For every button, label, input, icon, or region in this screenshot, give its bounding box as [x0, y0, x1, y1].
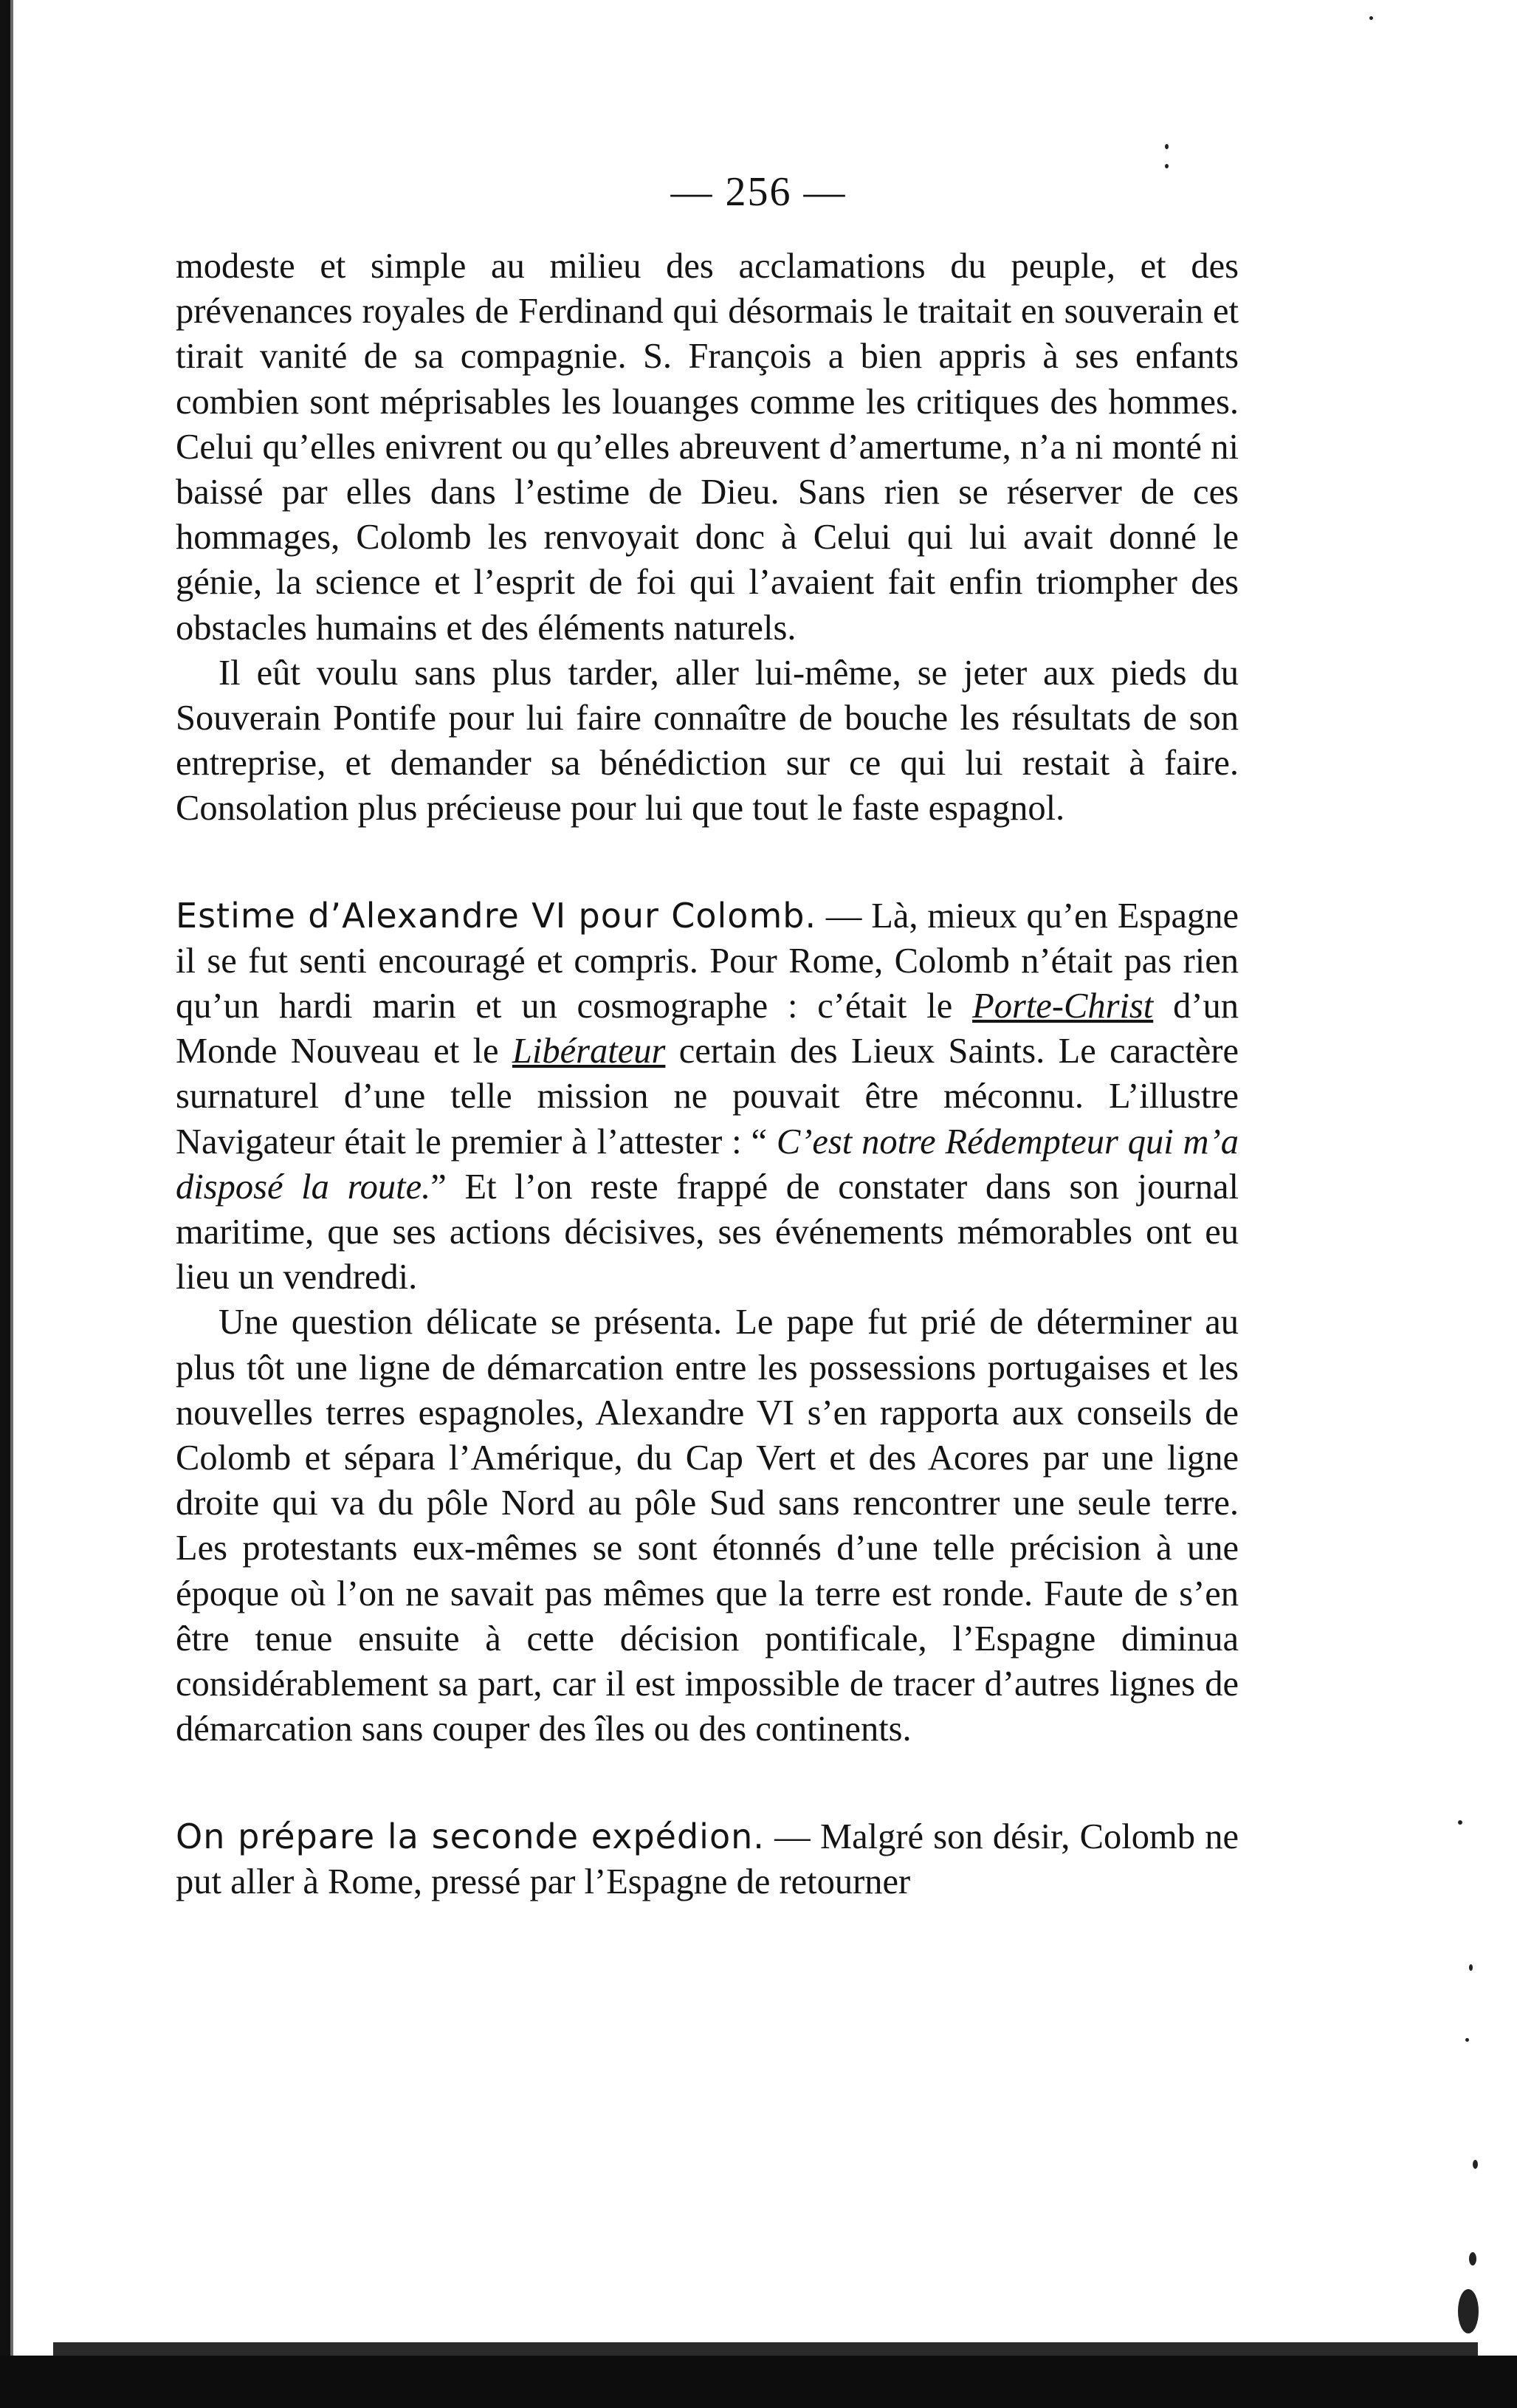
paragraph-5-text: — Malgré son désir, Colomb ne put aller à Rome, pressé par l’Espagne de retourner [176, 1817, 1239, 1901]
scan-speck [1469, 2252, 1476, 2265]
liberateur-term: Libérateur [512, 1032, 666, 1071]
scan-speck [1458, 2289, 1479, 2333]
scan-speck [1165, 144, 1169, 149]
scan-speck [1458, 1820, 1462, 1825]
paragraph-3-part-b: d’un Monde Nouveau et le [176, 987, 1239, 1071]
paragraph-2: Il eût voulu sans plus tarder, aller lui-même, se jeter aux pieds du Souverain Pontife pour lui faire connaître de bouche les résultats de son entreprise, et demander sa bénédiction sur ce qui lui restait à faire. Consolation plus précieuse pour lui que tout le faste espagnol. [176, 653, 1239, 829]
redempteur-quote: C’est notre Rédempteur qui m’a disposé la route. [176, 1122, 1239, 1207]
paragraph-3-part-d: ” Et l’on reste frappé de constater dans son journal maritime, que ses actions décisives, ses événements mémorables ont eu lieu un vendredi. [176, 1167, 1239, 1297]
section-heading-seconde-expedition: On prépare la seconde expédion. [176, 1816, 765, 1856]
scan-speck [1469, 1964, 1473, 1971]
porte-christ-term: Porte-Christ [972, 987, 1154, 1026]
scan-bottom-edge [0, 2356, 1517, 2408]
paragraph-5 [176, 1814, 1239, 1904]
paragraph-3-part-c: certain des Lieux Saints. Le caractère surnaturel d’une telle mission ne pouvait être méconnu. L’illustre Navigateur était le premier à l’attester : “ [176, 1032, 1239, 1162]
section-spacer [176, 831, 1239, 893]
scan-speck [1465, 2038, 1469, 2042]
paragraph-1: modeste et simple au milieu des acclamations du peuple, et des prévenances royales de Ferdinand qui désormais le traitait en souverain et tirait vanité de sa compagnie. S. François a bien appris à ses enfants combien sont méprisables les louanges comme les critiques des hommes. Celui qu’elles enivrent ou qu’elles abreuvent d’amertume, n’a ni monté ni baissé par elles dans l’estime de Dieu. Sans rien se réserver de ces hommages, Colomb les renvoyait donc à Celui qui lui avait donné le génie, la science et l’esprit de foi qui l’avaient fait enfin triompher des obstacles humains et des éléments naturels. [176, 247, 1239, 648]
section-spacer [176, 1752, 1239, 1814]
scan-left-edge [0, 0, 10, 2408]
page-number: — 256 — [670, 169, 847, 215]
paragraph-3-part-a: — Là, mieux qu’en Espagne il se fut senti encouragé et compris. Pour Rome, Colomb n’était pas rien qu’un hardi marin et un cosmographe : c’était le [176, 896, 1239, 1026]
scan-speck [1369, 16, 1373, 20]
section-heading-estime: Estime d’Alexandre VI pour Colomb. [176, 895, 817, 936]
scan-speck [1473, 2160, 1478, 2169]
paragraph-4: Une question délicate se présenta. Le pape fut prié de déterminer au plus tôt une ligne de démarcation entre les possessions portugaises et les nouvelles terres espagnoles, Alexandre VI s’en rapporta aux conseils de Colomb et sépara l’Amérique, du Cap Vert et des Acores par une ligne droite qui va du pôle Nord au pôle Sud sans rencontrer une seule terre. Les protestants eux-mêmes se sont étonnés d’une telle précision à une époque où l’on ne savait pas mêmes que la terre est ronde. Faute de s’en être tenue ensuite à cette décision pontificale, l’Espagne diminua considérablement sa part, car il est impossible de tracer d’autres lignes de démarcation sans couper des îles ou des continents. [176, 1303, 1239, 1749]
scan-left-shadow [10, 0, 13, 2408]
page-text [176, 244, 1239, 1904]
paragraph-3 [176, 893, 1239, 1300]
